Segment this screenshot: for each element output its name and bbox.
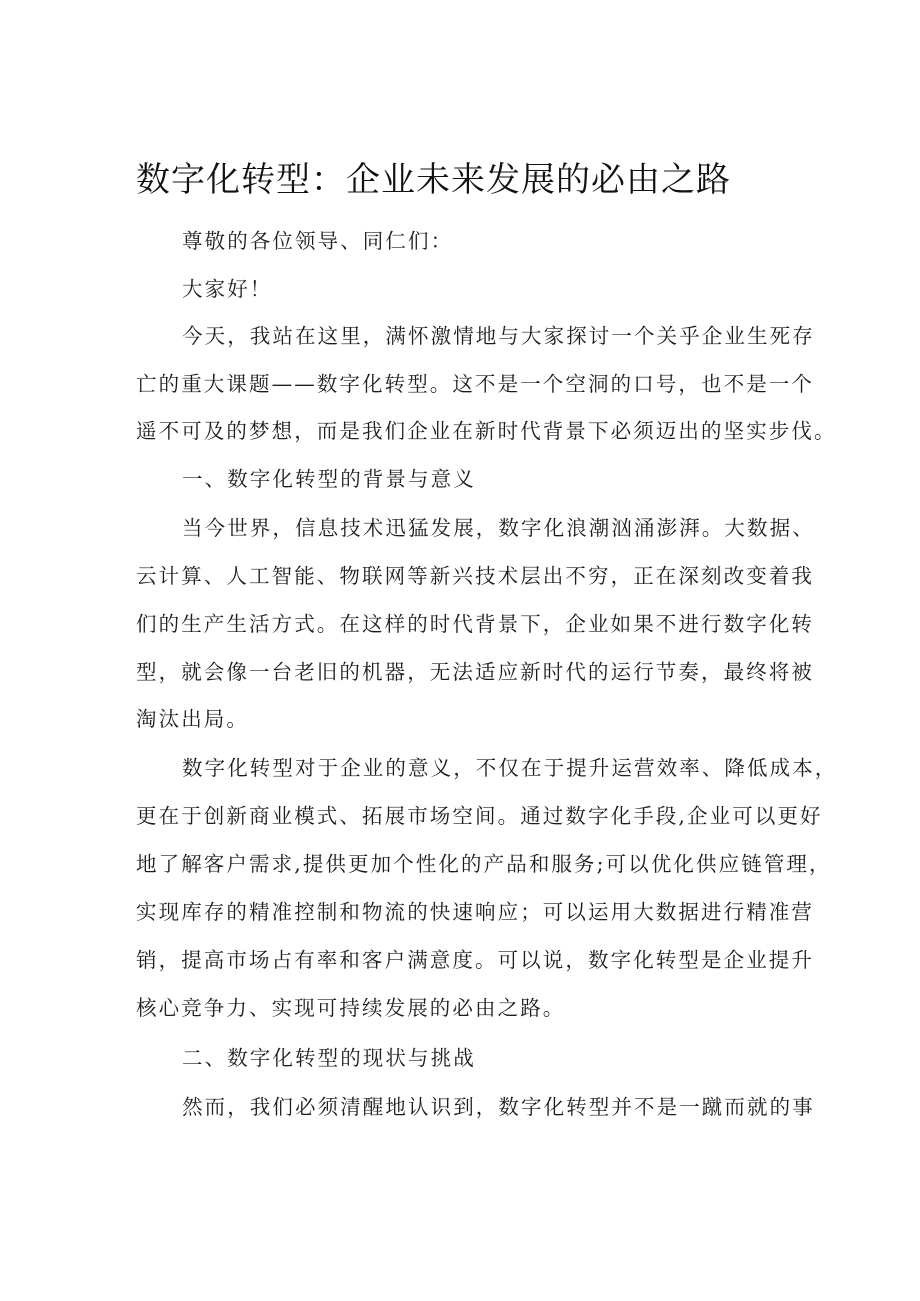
background-paragraph-line: 们的生产生活方式。在这样的时代背景下，企业如果不进行数字化转 bbox=[136, 612, 814, 636]
background-paragraph-line: 型，就会像一台老旧的机器，无法适应新时代的运行节奏，最终将被 bbox=[136, 660, 814, 684]
significance-paragraph-line: 数字化转型对于企业的意义，不仅在于提升运营效率、降低成本， bbox=[182, 756, 838, 780]
background-paragraph-line: 云计算、人工智能、物联网等新兴技术层出不穷，正在深刻改变着我 bbox=[136, 564, 814, 588]
salutation-line: 大家好！ bbox=[182, 277, 273, 301]
significance-paragraph-line: 核心竞争力、实现可持续发展的必由之路。 bbox=[136, 996, 566, 1020]
section-heading-1: 一、数字化转型的背景与意义 bbox=[182, 467, 476, 491]
intro-paragraph-line: 亡的重大课题——数字化转型。这不是一个空洞的口号，也不是一个 bbox=[136, 372, 814, 396]
document-title: 数字化转型：企业未来发展的必由之路 bbox=[136, 160, 731, 200]
significance-paragraph-line: 实现库存的精准控制和物流的快速响应；可以运用大数据进行精准营 bbox=[136, 900, 814, 924]
section-heading-2: 二、数字化转型的现状与挑战 bbox=[182, 1046, 476, 1070]
significance-paragraph-line: 地了解客户需求,提供更加个性化的产品和服务;可以优化供应链管理， bbox=[136, 852, 832, 876]
intro-paragraph-line: 今天，我站在这里，满怀激情地与大家探讨一个关乎企业生死存 bbox=[182, 324, 815, 348]
challenge-paragraph-line: 然而，我们必须清醒地认识到，数字化转型并不是一蹴而就的事 bbox=[182, 1095, 815, 1119]
greeting-line: 尊敬的各位领导、同仁们： bbox=[182, 229, 454, 253]
significance-paragraph-line: 更在于创新商业模式、拓展市场空间。通过数字化手段,企业可以更好 bbox=[136, 804, 823, 828]
intro-paragraph-line: 遥不可及的梦想，而是我们企业在新时代背景下必须迈出的坚实步伐。 bbox=[136, 419, 837, 443]
background-paragraph-line: 淘汰出局。 bbox=[136, 707, 249, 731]
significance-paragraph-line: 销，提高市场占有率和客户满意度。可以说，数字化转型是企业提升 bbox=[136, 948, 814, 972]
background-paragraph-line: 当今世界，信息技术迅猛发展，数字化浪潮汹涌澎湃。大数据、 bbox=[182, 516, 815, 540]
